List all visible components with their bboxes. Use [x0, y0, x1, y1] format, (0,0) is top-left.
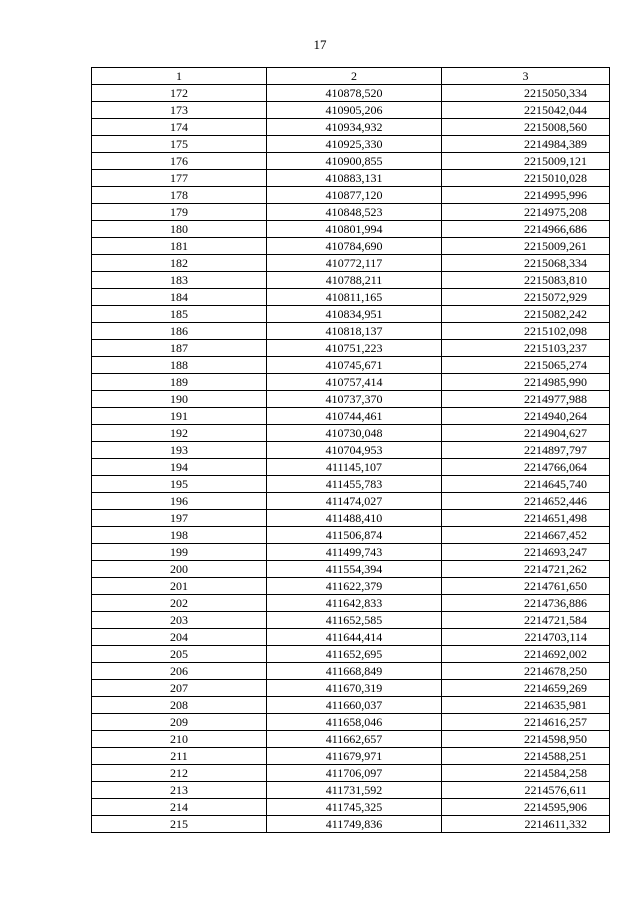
x-coordinate-cell: 411731,592 [267, 782, 442, 799]
y-coordinate-cell: 2214611,332 [442, 816, 610, 833]
table-row [92, 697, 610, 714]
table-row [92, 136, 610, 153]
y-coordinate-cell: 2214904,627 [442, 425, 610, 442]
point-number-cell: 176 [92, 153, 267, 170]
table-row [92, 731, 610, 748]
table-row [92, 170, 610, 187]
point-number-cell: 212 [92, 765, 267, 782]
point-number-cell: 173 [92, 102, 267, 119]
point-number-cell: 185 [92, 306, 267, 323]
table-row [92, 510, 610, 527]
x-coordinate-cell: 411706,097 [267, 765, 442, 782]
x-coordinate-cell: 411145,107 [267, 459, 442, 476]
y-coordinate-cell: 2214977,988 [442, 391, 610, 408]
y-coordinate-cell: 2214616,257 [442, 714, 610, 731]
table-row [92, 119, 610, 136]
x-coordinate-cell: 410878,520 [267, 85, 442, 102]
table-row [92, 374, 610, 391]
x-coordinate-cell: 411670,319 [267, 680, 442, 697]
point-number-cell: 183 [92, 272, 267, 289]
page-number: 17 [313, 37, 327, 52]
x-coordinate-cell: 411668,849 [267, 663, 442, 680]
y-coordinate-cell: 2214984,389 [442, 136, 610, 153]
table-row [92, 646, 610, 663]
x-coordinate-cell: 410811,165 [267, 289, 442, 306]
x-coordinate-cell: 411455,783 [267, 476, 442, 493]
y-coordinate-cell: 2215008,560 [442, 119, 610, 136]
point-number-cell: 206 [92, 663, 267, 680]
table-row [92, 816, 610, 833]
x-coordinate-cell: 411652,585 [267, 612, 442, 629]
table-row [92, 629, 610, 646]
y-coordinate-cell: 2214721,584 [442, 612, 610, 629]
y-coordinate-cell: 2214595,906 [442, 799, 610, 816]
point-number-cell: 196 [92, 493, 267, 510]
column-header-1: 1 [92, 68, 267, 85]
point-number-cell: 195 [92, 476, 267, 493]
y-coordinate-cell: 2215083,810 [442, 272, 610, 289]
table-row [92, 799, 610, 816]
point-number-cell: 197 [92, 510, 267, 527]
table-row [92, 493, 610, 510]
x-coordinate-cell: 411642,833 [267, 595, 442, 612]
table-row [92, 663, 610, 680]
point-number-cell: 174 [92, 119, 267, 136]
x-coordinate-cell: 411662,657 [267, 731, 442, 748]
y-coordinate-cell: 2214736,886 [442, 595, 610, 612]
point-number-cell: 199 [92, 544, 267, 561]
table-row [92, 748, 610, 765]
point-number-cell: 192 [92, 425, 267, 442]
y-coordinate-cell: 2215103,237 [442, 340, 610, 357]
table-row [92, 442, 610, 459]
x-coordinate-cell: 410757,414 [267, 374, 442, 391]
point-number-cell: 193 [92, 442, 267, 459]
coordinates-table [91, 67, 610, 833]
x-coordinate-cell: 410877,120 [267, 187, 442, 204]
table-row [92, 340, 610, 357]
point-number-cell: 189 [92, 374, 267, 391]
x-coordinate-cell: 411749,836 [267, 816, 442, 833]
table-row [92, 544, 610, 561]
point-number-cell: 209 [92, 714, 267, 731]
x-coordinate-cell: 410883,131 [267, 170, 442, 187]
table-row [92, 425, 610, 442]
y-coordinate-cell: 2214635,981 [442, 697, 610, 714]
x-coordinate-cell: 411554,394 [267, 561, 442, 578]
y-coordinate-cell: 2214659,269 [442, 680, 610, 697]
y-coordinate-cell: 2214576,611 [442, 782, 610, 799]
point-number-cell: 190 [92, 391, 267, 408]
x-coordinate-cell: 410745,671 [267, 357, 442, 374]
table-row [92, 272, 610, 289]
table-row [92, 357, 610, 374]
x-coordinate-cell: 411652,695 [267, 646, 442, 663]
table-row [92, 714, 610, 731]
y-coordinate-cell: 2214985,990 [442, 374, 610, 391]
point-number-cell: 208 [92, 697, 267, 714]
y-coordinate-cell: 2214692,002 [442, 646, 610, 663]
y-coordinate-cell: 2214966,686 [442, 221, 610, 238]
point-number-cell: 203 [92, 612, 267, 629]
y-coordinate-cell: 2215010,028 [442, 170, 610, 187]
y-coordinate-cell: 2215009,121 [442, 153, 610, 170]
table-row [92, 102, 610, 119]
point-number-cell: 177 [92, 170, 267, 187]
x-coordinate-cell: 411660,037 [267, 697, 442, 714]
point-number-cell: 188 [92, 357, 267, 374]
y-coordinate-cell: 2215065,274 [442, 357, 610, 374]
y-coordinate-cell: 2215009,261 [442, 238, 610, 255]
x-coordinate-cell: 411488,410 [267, 510, 442, 527]
point-number-cell: 201 [92, 578, 267, 595]
y-coordinate-cell: 2214761,650 [442, 578, 610, 595]
x-coordinate-cell: 410751,223 [267, 340, 442, 357]
point-number-cell: 181 [92, 238, 267, 255]
y-coordinate-cell: 2214995,996 [442, 187, 610, 204]
point-number-cell: 204 [92, 629, 267, 646]
x-coordinate-cell: 410744,461 [267, 408, 442, 425]
point-number-cell: 215 [92, 816, 267, 833]
x-coordinate-cell: 410925,330 [267, 136, 442, 153]
point-number-cell: 200 [92, 561, 267, 578]
point-number-cell: 194 [92, 459, 267, 476]
x-coordinate-cell: 410900,855 [267, 153, 442, 170]
table-row [92, 221, 610, 238]
x-coordinate-cell: 411474,027 [267, 493, 442, 510]
point-number-cell: 207 [92, 680, 267, 697]
table-header [92, 68, 610, 85]
point-number-cell: 214 [92, 799, 267, 816]
x-coordinate-cell: 410704,953 [267, 442, 442, 459]
point-number-cell: 213 [92, 782, 267, 799]
table-row [92, 255, 610, 272]
point-number-cell: 180 [92, 221, 267, 238]
point-number-cell: 179 [92, 204, 267, 221]
x-coordinate-cell: 410737,370 [267, 391, 442, 408]
column-header-2: 2 [267, 68, 442, 85]
table-row [92, 476, 610, 493]
point-number-cell: 186 [92, 323, 267, 340]
x-coordinate-cell: 410848,523 [267, 204, 442, 221]
table-row [92, 765, 610, 782]
table-row [92, 408, 610, 425]
y-coordinate-cell: 2215068,334 [442, 255, 610, 272]
point-number-cell: 184 [92, 289, 267, 306]
x-coordinate-cell: 411644,414 [267, 629, 442, 646]
column-header-3: 3 [442, 68, 610, 85]
table-row [92, 306, 610, 323]
x-coordinate-cell: 411679,971 [267, 748, 442, 765]
y-coordinate-cell: 2214678,250 [442, 663, 610, 680]
y-coordinate-cell: 2214667,452 [442, 527, 610, 544]
y-coordinate-cell: 2214584,258 [442, 765, 610, 782]
table-row [92, 289, 610, 306]
y-coordinate-cell: 2214703,114 [442, 629, 610, 646]
table-row [92, 204, 610, 221]
point-number-cell: 205 [92, 646, 267, 663]
table-row [92, 561, 610, 578]
y-coordinate-cell: 2214588,251 [442, 748, 610, 765]
y-coordinate-cell: 2214651,498 [442, 510, 610, 527]
header-row [92, 68, 610, 85]
table-row [92, 578, 610, 595]
point-number-cell: 210 [92, 731, 267, 748]
y-coordinate-cell: 2214721,262 [442, 561, 610, 578]
x-coordinate-cell: 410730,048 [267, 425, 442, 442]
table-body [92, 85, 610, 833]
table-row [92, 612, 610, 629]
y-coordinate-cell: 2214940,264 [442, 408, 610, 425]
y-coordinate-cell: 2214693,247 [442, 544, 610, 561]
point-number-cell: 178 [92, 187, 267, 204]
table-row [92, 680, 610, 697]
table-row [92, 391, 610, 408]
x-coordinate-cell: 411499,743 [267, 544, 442, 561]
x-coordinate-cell: 410788,211 [267, 272, 442, 289]
x-coordinate-cell: 410934,932 [267, 119, 442, 136]
x-coordinate-cell: 410784,690 [267, 238, 442, 255]
point-number-cell: 182 [92, 255, 267, 272]
x-coordinate-cell: 410801,994 [267, 221, 442, 238]
point-number-cell: 211 [92, 748, 267, 765]
x-coordinate-cell: 410818,137 [267, 323, 442, 340]
point-number-cell: 175 [92, 136, 267, 153]
table-row [92, 527, 610, 544]
y-coordinate-cell: 2215102,098 [442, 323, 610, 340]
x-coordinate-cell: 410905,206 [267, 102, 442, 119]
table-row [92, 595, 610, 612]
table-row [92, 187, 610, 204]
y-coordinate-cell: 2214652,446 [442, 493, 610, 510]
y-coordinate-cell: 2215042,044 [442, 102, 610, 119]
point-number-cell: 191 [92, 408, 267, 425]
point-number-cell: 172 [92, 85, 267, 102]
point-number-cell: 187 [92, 340, 267, 357]
x-coordinate-cell: 411745,325 [267, 799, 442, 816]
y-coordinate-cell: 2214897,797 [442, 442, 610, 459]
x-coordinate-cell: 411622,379 [267, 578, 442, 595]
x-coordinate-cell: 411506,874 [267, 527, 442, 544]
point-number-cell: 202 [92, 595, 267, 612]
y-coordinate-cell: 2214598,950 [442, 731, 610, 748]
table-row [92, 782, 610, 799]
y-coordinate-cell: 2215082,242 [442, 306, 610, 323]
table-row [92, 153, 610, 170]
y-coordinate-cell: 2215072,929 [442, 289, 610, 306]
x-coordinate-cell: 411658,046 [267, 714, 442, 731]
table-row [92, 85, 610, 102]
y-coordinate-cell: 2214645,740 [442, 476, 610, 493]
table-row [92, 459, 610, 476]
x-coordinate-cell: 410772,117 [267, 255, 442, 272]
table-row [92, 238, 610, 255]
y-coordinate-cell: 2214975,208 [442, 204, 610, 221]
point-number-cell: 198 [92, 527, 267, 544]
y-coordinate-cell: 2215050,334 [442, 85, 610, 102]
x-coordinate-cell: 410834,951 [267, 306, 442, 323]
table-row [92, 323, 610, 340]
y-coordinate-cell: 2214766,064 [442, 459, 610, 476]
